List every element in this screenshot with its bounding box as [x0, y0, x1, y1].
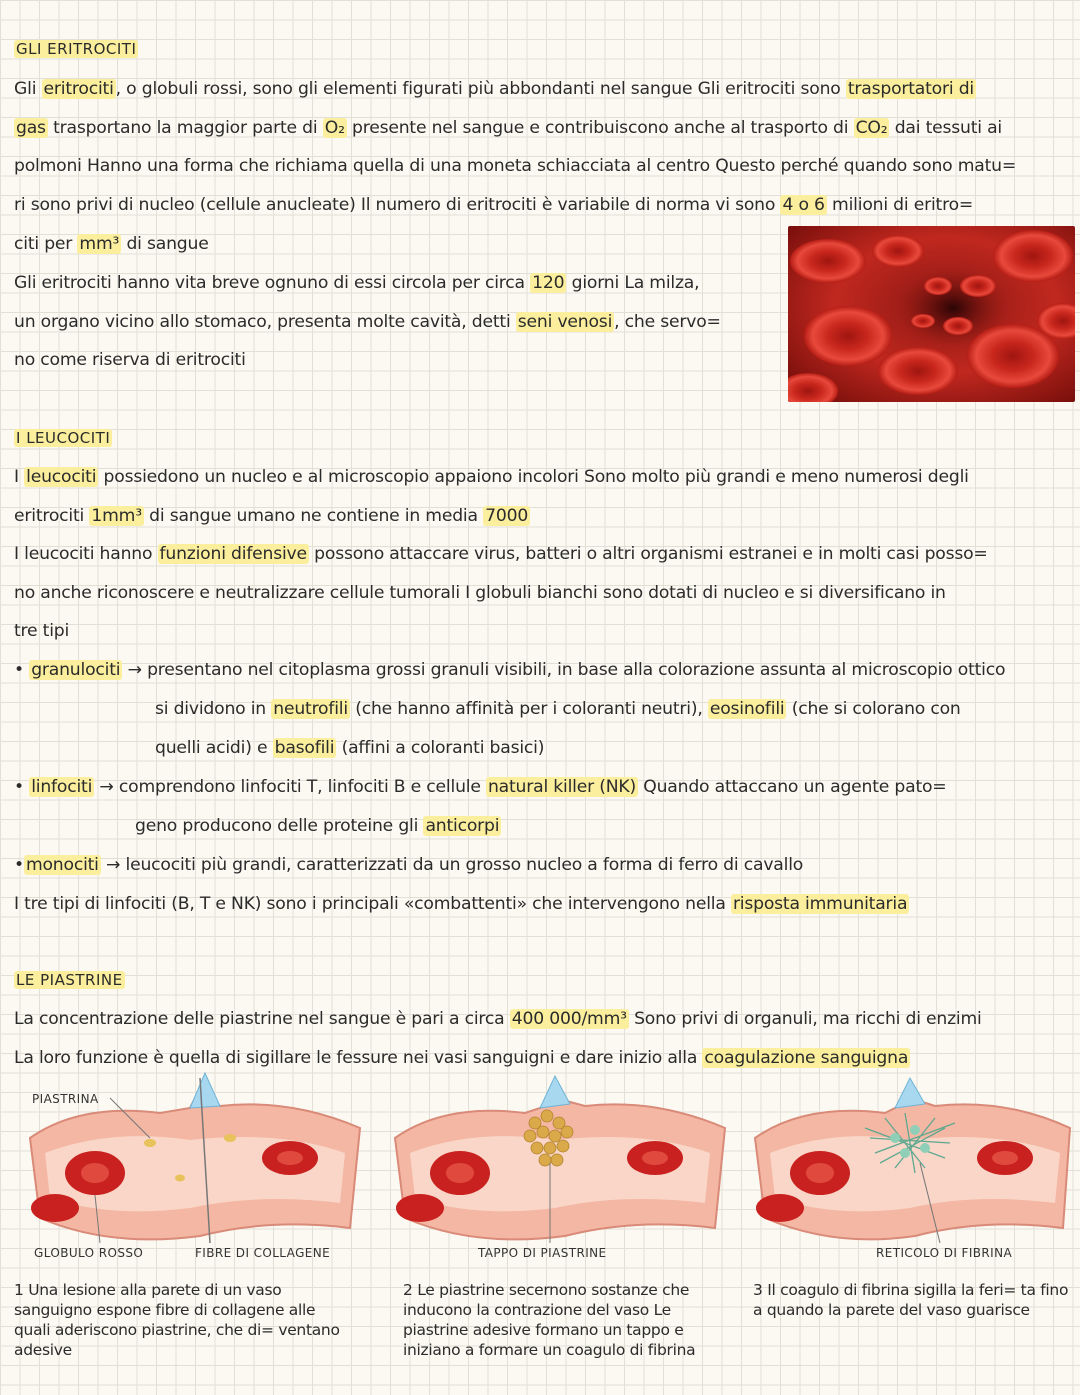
text-line: polmoni Hanno una forma che richiama quella di una moneta schiacciata al centro Questo perché quando sono matu= [14, 156, 1017, 176]
red-blood-cells-photo [788, 226, 1075, 402]
text-line: geno producono delle proteine gli anticorpi [135, 816, 500, 836]
text-line: no come riserva di eritrociti [14, 350, 246, 370]
section-title-erythrocytes: GLI ERITROCITI [16, 40, 137, 58]
text-line: I tre tipi di linfociti (B, T e NK) sono i principali «combattenti» che intervengono nella risposta immunitaria [14, 894, 908, 914]
list-item-granulocytes: • granulociti → presentano nel citoplasma grossi granuli visibili, in base alla colorazione assunta al microscopio ottico [14, 660, 1006, 680]
caption-step-1: 1 Una lesione alla parete di un vaso sanguigno espone fibre di collagene alle quali aderiscono piastrine, che di= ventano adesive [14, 1281, 340, 1359]
list-item-monocytes: • monociti → leucociti più grandi, caratterizzati da un grosso nucleo a forma di ferro di cavallo [14, 855, 804, 875]
label-red-blood-cell: GLOBULO ROSSO [34, 1246, 144, 1260]
platelet-plug-diagram [385, 1068, 745, 1248]
caption-step-2: 2 Le piastrine secernono sostanze che inducono la contrazione del vaso Le piastrine adesive formano un tappo e iniziano a formare un coagulo di fibrina [403, 1281, 696, 1359]
text-line: no anche riconoscere e neutralizzare cellule tumorali I globuli bianchi sono dotati di nucleo e si diversificano in [14, 583, 946, 603]
text-line: Gli eritrociti , o globuli rossi, sono gli elementi figurati più abbondanti nel sangue Gli eritrociti sono trasportatori di [14, 79, 974, 99]
list-item-lymphocytes: • linfociti → comprendono linfociti T, linfociti B e cellule natural killer (NK) Quando attaccano un agente pato= [14, 777, 947, 797]
fibrin-mesh-diagram [745, 1068, 1075, 1248]
label-fibrin-mesh: RETICOLO DI FIBRINA [876, 1246, 1013, 1260]
text-line: gas trasportano la maggior parte di O₂ presente nel sangue e contribuiscono anche al trasporto di CO₂ dai tessuti ai [16, 118, 1002, 138]
caption-step-3: 3 Il coagulo di fibrina sigilla la feri= ta fino a quando la parete del vaso guarisce [753, 1281, 1069, 1319]
section-title-platelets: LE PIASTRINE [16, 971, 123, 989]
text-line: Gli eritrociti hanno vita breve ognuno di essi circola per circa 120 giorni La milza, [14, 273, 700, 293]
section-title-leukocytes: I LEUCOCITI [16, 429, 111, 447]
text-line: La loro funzione è quella di sigillare le fessure nei vasi sanguigni e dare inizio alla coagulazione sanguigna [14, 1048, 909, 1068]
text-line: si dividono in neutrofili (che hanno affinità per i coloranti neutri), eosinofili (che si colorano con [155, 699, 961, 719]
text-line: eritrociti 1mm³ di sangue umano ne contiene in media 7000 [14, 506, 529, 526]
text-line: un organo vicino allo stomaco, presenta molte cavità, detti seni venosi , che servo= [14, 312, 721, 332]
text-line: ri sono privi di nucleo (cellule anucleate) Il numero di eritrociti è variabile di norma vi sono 4 o 6 milioni di eritro= [14, 195, 974, 215]
text-line: citi per mm³ di sangue [14, 234, 209, 254]
label-platelet: PIASTRINA [32, 1092, 99, 1106]
vessel-injury-diagram [20, 1068, 380, 1248]
text-line: I leucociti hanno funzioni difensive possono attaccare virus, batteri o altri organismi estranei e in molti casi posso= [14, 544, 988, 564]
label-collagen-fibers: FIBRE DI COLLAGENE [195, 1246, 331, 1260]
text-line: La concentrazione delle piastrine nel sangue è pari a circa 400 000/mm³ Sono privi di organuli, ma ricchi di enzimi [14, 1009, 982, 1029]
text-line: tre tipi [14, 621, 70, 641]
text-line: quelli acidi) e basofili (affini a coloranti basici) [155, 738, 545, 758]
text-line: I leucociti possiedono un nucleo e al microscopio appaiono incolori Sono molto più grandi e meno numerosi degli [14, 467, 969, 487]
label-platelet-plug: TAPPO DI PIASTRINE [478, 1246, 607, 1260]
